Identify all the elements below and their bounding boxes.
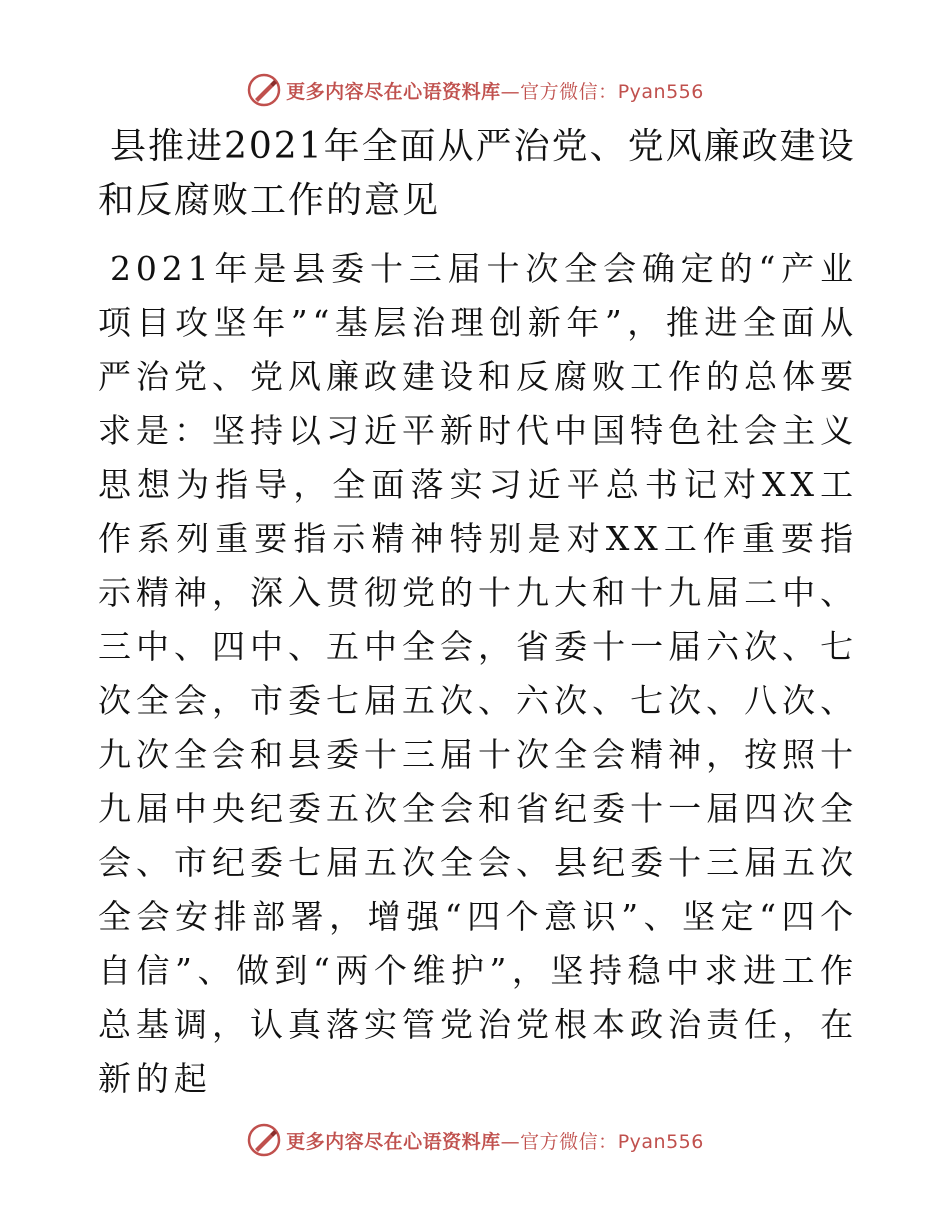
pen-logo-icon bbox=[246, 1122, 282, 1158]
document-title: 县推进2021年全面从严治党、党风廉政建设和反腐败工作的意见 bbox=[98, 126, 856, 221]
footer-watermark bbox=[0, 1120, 950, 1160]
document-body bbox=[98, 120, 858, 1106]
watermark-text: 更多内容尽在心语资料库—官方微信：Pyan556 bbox=[286, 1130, 704, 1153]
watermark-text: 更多内容尽在心语资料库—官方微信：Pyan556 bbox=[286, 80, 704, 103]
document-paragraph: 2021年是县委十三届十次全会确定的“产业项目攻坚年”“基层治理创新年”，推进全面从严治党、党风廉政建设和反腐败工作的总体要求是：坚持以习近平新时代中国特色社会主义思想为指导，全面落实习近平总书记对XX工作系列重要指示精神特别是对XX工作重要指示精神，深入贯彻党的十九大和十九届二中、三中、四中、五中全会，省委十一届六次、七次全会，市委七届五次、六次、七次、八次、九次全会和县委十三届十次全会精神，按照十九届中央纪委五次全会和省纪委十一届四次全会、市纪委七届五次全会、县纪委十三届五次全会安排部署，增强“四个意识”、坚定“四个自信”、做到“两个维护”，坚持稳中求进工作总基调，认真落实管党治党根本政治责任，在新的起 bbox=[98, 249, 858, 1098]
header-watermark bbox=[0, 70, 950, 110]
pen-logo-icon bbox=[246, 72, 282, 108]
